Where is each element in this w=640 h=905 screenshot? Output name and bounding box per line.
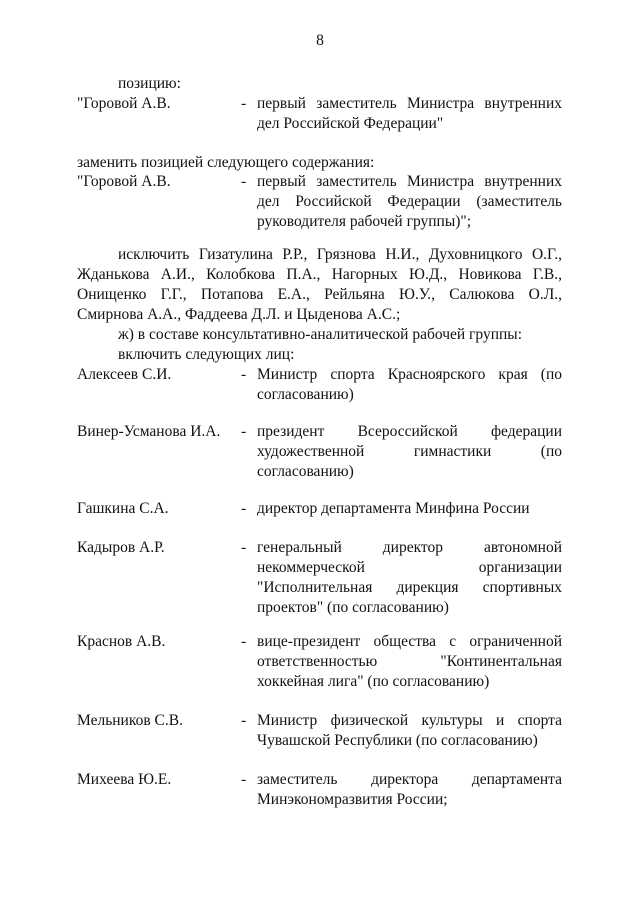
description-line: Министр физической культуры и спорта — [257, 712, 562, 729]
member-description — [257, 632, 562, 692]
member-dash: - — [241, 633, 247, 650]
member-description — [257, 422, 562, 482]
old-entry-description — [257, 94, 562, 134]
description-line: первый заместитель Министра внутренних — [257, 95, 562, 112]
description-line: заместитель директора департамента — [257, 771, 562, 788]
new-entry-name: "Горовой А.В. — [77, 173, 171, 190]
member-dash: - — [241, 500, 247, 517]
description-line: руководителя рабочей группы)"; — [257, 213, 472, 230]
description-line: ответственностью "Континентальная — [257, 653, 562, 670]
member-dash: - — [241, 771, 247, 788]
description-line: согласованию) — [257, 463, 354, 480]
description-line: директор департамента Минфина России — [257, 500, 530, 517]
exclude-paragraph — [77, 245, 562, 325]
member-description — [257, 499, 562, 519]
description-line: некоммерческой организации — [257, 559, 562, 576]
section-heading: ж) в составе консультативно-аналитической рабочей группы: — [118, 326, 523, 343]
description-line: президент Всероссийской федерации — [257, 423, 562, 440]
new-entry-description — [257, 172, 562, 232]
description-line: первый заместитель Министра внутренних — [257, 173, 562, 190]
paragraph-line: исключить Гизатулина Р.Р., Грязнова Н.И., Духовницкого О.Г., — [118, 246, 562, 263]
member-description — [257, 365, 562, 405]
description-line: вице-президент общества с ограниченной — [257, 633, 562, 650]
member-name: Михеева Ю.Е. — [77, 771, 172, 788]
page-number: 8 — [316, 32, 324, 49]
member-name: Мельников С.В. — [77, 712, 183, 729]
description-line: проектов" (по согласованию) — [257, 599, 449, 616]
member-description — [257, 711, 562, 751]
description-line: согласованию) — [257, 386, 354, 403]
member-dash: - — [241, 366, 247, 383]
old-entry-name: "Горовой А.В. — [77, 95, 171, 112]
include-instruction: включить следующих лиц: — [118, 346, 295, 363]
description-line: Минэкономразвития России; — [257, 791, 448, 808]
member-dash: - — [241, 712, 247, 729]
description-line: дел Российской Федерации" — [257, 115, 444, 132]
description-line: генеральный директор автономной — [257, 539, 562, 556]
member-name: Кадыров А.Р. — [77, 539, 165, 556]
member-name: Гашкина С.А. — [77, 500, 169, 517]
description-line: Чувашской Республики (по согласованию) — [257, 732, 538, 749]
member-description — [257, 538, 562, 618]
paragraph-line: Смирнова А.А., Фаддеева Д.Л. и Цыденова А.С.; — [77, 306, 401, 323]
member-description — [257, 770, 562, 810]
paragraph-line: Жданькова А.И., Колобкова П.А., Нагорных Ю.Д., Новикова Г.В., — [77, 266, 562, 283]
member-name: Краснов А.В. — [77, 633, 166, 650]
old-entry-dash: - — [241, 95, 247, 112]
description-line: художественной гимнастики (по — [257, 443, 562, 460]
replace-instruction: заменить позицией следующего содержания: — [77, 154, 375, 171]
member-name: Алексеев С.И. — [77, 366, 172, 383]
description-line: дел Российской Федерации (заместитель — [257, 193, 562, 210]
description-line: хоккейная лига" (по согласованию) — [257, 673, 490, 690]
position-label: позицию: — [118, 75, 181, 92]
member-name: Винер-Усманова И.А. — [77, 423, 221, 440]
member-dash: - — [241, 423, 247, 440]
member-dash: - — [241, 539, 247, 556]
description-line: "Исполнительная дирекция спортивных — [257, 579, 562, 596]
paragraph-line: Онищенко Г.Г., Потапова Е.А., Рейльяна Ю.У., Салюкова О.Л., — [77, 286, 562, 303]
description-line: Министр спорта Красноярского края (по — [257, 366, 562, 383]
new-entry-dash: - — [241, 173, 247, 190]
